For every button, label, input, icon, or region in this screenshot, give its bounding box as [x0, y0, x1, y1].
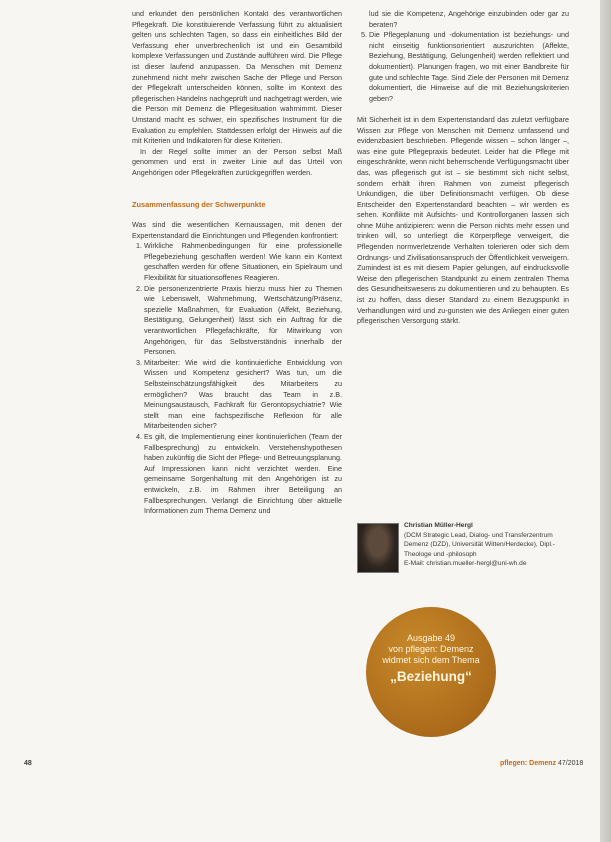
author-email: E-Mail: christian.mueller-hergl@uni-wh.de	[404, 560, 527, 568]
right-column	[357, 9, 569, 327]
summary-list	[132, 241, 342, 516]
badge-theme-intro: widmet sich dem Thema	[382, 655, 480, 665]
page-number: 48	[24, 760, 32, 767]
journal-name: pflegen: Demenz	[500, 760, 557, 767]
page-edge-shadow	[600, 0, 611, 842]
left-column	[132, 9, 342, 517]
author-bio: (DCM Strategic Lead, Dialog- und Transferzentrum Demenz (DZD), Universität Witten/Herdecke), Dipl.-Theologe und -philosoph	[404, 531, 555, 558]
author-block	[357, 521, 569, 589]
author-info	[404, 521, 569, 569]
author-name: Christian Müller-Hergl	[404, 522, 473, 529]
list-item: 1. Wirkliche Rahmenbedingungen für eine professionelle Pflegebeziehung geschaffen werden! Wie kann ein Kontext geschaffen werden für offene Situationen, ein Spielraum und Flexibilität für situationsoffenes Reagieren.	[144, 241, 342, 283]
issue-badge	[366, 607, 496, 737]
list-item: 2. Die personenzentrierte Praxis hierzu muss hier zu Themen wie Lebenswelt, Wahrnehmung, Wertschätzung/Präsenz, spezielle Maßnahmen, für Evaluation (Affekt, Beziehung, Bestätigung, Gelungenheit) lässt sich ein Auftrag für die verantwortlichen Pflegefachkräfte, für Mitwirkung von Angehörigen, für das Selbstverständnis innerhalb der Personen.	[144, 284, 342, 358]
conclusion-paragraph: Mit Sicherheit ist in dem Expertenstandard das zuletzt verfügbare Wissen zur Pflege von Menschen mit Demenz umfassend und evidenzbasiert beschrieben. Pflegende wissen – schon länger –, was eine gute Pflegepraxis bedeutet. Leider hat die Pflege mit eingeschränkte, wenn nicht beherrschende Verfügungsmacht über das, was pflegerisch gut ist – sie bestimmt sich nicht selbst, sondern erhält ihren Rahmen von zumeist pflegerisch Unkundigen, die über Definitionsmacht verfügen. Ob diese Entscheider den Expertenstandard beachten – wir werden es sehen. Konflikte mit Aufsichts- und Kontrollorganen lassen sich ohne Mühe antizipieren: wenn die Person nichts mehr essen und trinken will, so unterliegt die Körperpflege verweigert, die Pflegenden normverletzende Verhalten tolerieren oder sich dem Ordnungs- und Zivilisationsanspruch der Öffentlichkeit verweigern. Zumindest ist es mit diesem Papier gelungen, auf eindrucksvolle Weise den pflegerischen Standpunkt zu einem zentralen Thema des Gesundheitswesens zu dokumentieren und zu behaupten. Es ist zu hoffen, dass dieser Standard zu einem Bezugspunkt in Verhandlungen wird und zu-gunsten wie des Anliegen einer guten pflegerischen Versorgung stärkt.	[357, 114, 569, 326]
issue-number: 47/2018	[557, 760, 584, 767]
summary-list-continued	[357, 30, 569, 104]
list-continuation: lud sie die Kompetenz, Angehörige einzubinden oder gar zu beraten?	[369, 9, 569, 29]
intro-paragraph: und erkundet den persönlichen Kontakt des verantwortlichen Pflegekraft. Die konstituierende Verfassung führt zu aktualisiert gelten uns schlechten Tagen, so dass ein einheitliches Bild der Verfassung eher unverbrechenlich ist und ein Gesamtbild komplexe Verfassungen und Zustände aufführen wird. Die Pflege ist dieser laufend anzupassen. Da Menschen mit Demenz zunehmend nicht mehr zwischen Sache der Pflege und Person der Pflegekraft unterscheiden können, sollte im Kontext des pflegerischen Handelns nachgeprüft und nachgetragt werden, wie die Person mit Demenz die Pflegesituation wahrnimmt. Dieser Umstand macht es schwer, ein spezifisches Instrument für die Evaluation zu empfehlen. Stattdessen erfolgt der Hinweis auf die mit Kriterien und Indikatoren für diese Kriterien.	[132, 9, 342, 146]
author-photo	[357, 523, 399, 573]
section-heading: Zusammenfassung der Schwerpunkte	[132, 199, 266, 209]
badge-issue: Ausgabe 49	[406, 633, 456, 643]
list-item: 4. Es gilt, die Implementierung einer kontinuierlichen (Team der Fallbesprechung) zu entwickeln. Verstehenshypothesen haben zukünftig die Sicht der Pflege- und Betreuungsplanung. Auf Impressionen kann nicht verzichtet werden. Eine gemeinsame Sorgenhaltung mit den Angehörigen ist zu entwickeln, z.B. im Rahmen ihrer Beteiligung an Fallbesprechungen. Verlangt die Einrichtung über aktuelle Informationen zum Thema Demenz und	[144, 432, 342, 517]
badge-theme: „Beziehung“	[390, 669, 472, 684]
list-item: 3. Mitarbeiter: Wie wird die kontinuierliche Entwicklung von Wissen und Kompetenz gesichert? Was tun, um die Selbsteinschätzungsfähigkeit des Mitarbeiters zu ermöglichen? Was braucht das Team in z.B. Meinungsaustausch, Fachkraft für Gerontopsychiatrie? Wie stellt man eine fachspezifische Reflexion für alle Mitarbeitenden sicher?	[144, 358, 342, 432]
list-item: 5. Die Pflegeplanung und -dokumentation ist beziehungs- und nicht einseitig funktionsorientiert auszurichten (Affekte, Beziehung, Bestätigung, Gelungenheit) werden reflektiert und dokumentiert). Planungen fragen, wo mit einer Bandbreite für gute und schlechte Tage. Sind Ziele der Personen mit Demenz dokumentiert, die Hinweise auf die mit Beziehungskriterien geben?	[369, 30, 569, 104]
badge-journal: von pflegen: Demenz	[388, 644, 474, 654]
footer-journal	[500, 760, 583, 767]
second-paragraph: In der Regel sollte immer an der Person selbst Maß genommen und erst in zweiter Linie auf das Urteil von Angehörigen oder Pflegekräften zurückgegriffen werden.	[132, 146, 342, 177]
summary-intro: Was sind die wesentlichen Kernaussagen, mit denen der Expertenstandard die Einrichtungen und Pflegenden konfrontiert:	[132, 220, 342, 240]
